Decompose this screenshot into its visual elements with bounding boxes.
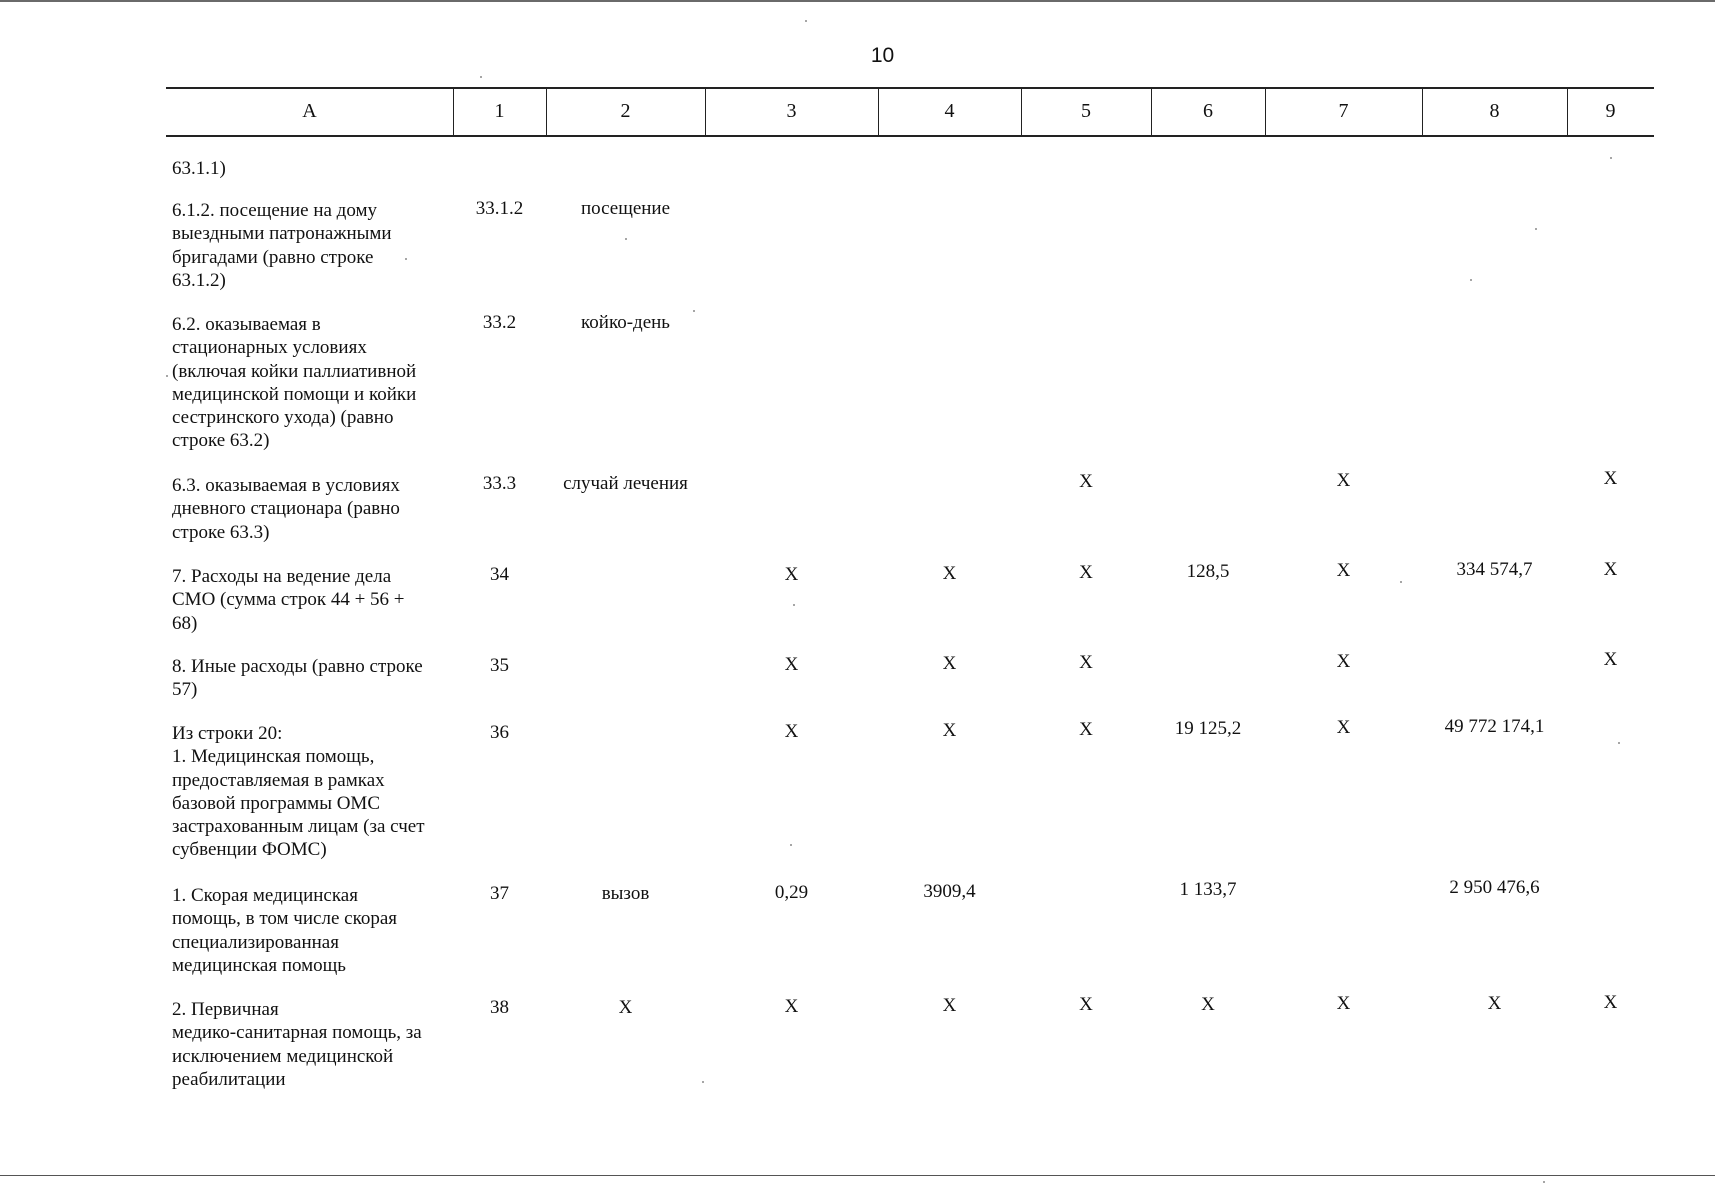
cell-col-9: Х bbox=[1603, 649, 1618, 670]
cell-col-7: Х bbox=[1336, 470, 1351, 491]
cell-row-number: 36 bbox=[490, 722, 509, 743]
label-line: выездными патронажными bbox=[172, 223, 392, 245]
cell-row-number: 33.2 bbox=[482, 312, 517, 333]
label-line: медицинская помощь bbox=[172, 954, 346, 976]
page-bottom-edge bbox=[0, 1175, 1715, 1176]
cell-col-5: Х bbox=[1079, 652, 1093, 673]
row-label bbox=[172, 313, 452, 453]
cell-col-3: Х bbox=[784, 996, 799, 1017]
header-cell-4: 4 bbox=[944, 100, 955, 122]
cell-col-7: Х bbox=[1336, 717, 1351, 738]
label-line: 63.1.1) bbox=[172, 158, 226, 179]
label-line: СМО (сумма строк 44 + 56 + bbox=[172, 589, 405, 611]
label-line: исключением медицинской bbox=[172, 1045, 394, 1067]
cell-row-number: 34 bbox=[490, 564, 509, 585]
scan-speck bbox=[1618, 742, 1620, 744]
cell-row-number: 33.1.2 bbox=[475, 198, 524, 219]
label-line: 63.1.2) bbox=[172, 269, 226, 291]
label-line: субвенции ФОМС) bbox=[172, 839, 327, 861]
scan-speck bbox=[405, 258, 407, 260]
label-line: застрахованным лицам (за счет bbox=[172, 816, 425, 838]
cell-row-number: 37 bbox=[490, 883, 509, 904]
cell-col-6: Х bbox=[1201, 994, 1215, 1015]
label-line: помощь, в том числе скорая bbox=[172, 908, 398, 930]
label-line: строке 63.2) bbox=[172, 430, 270, 452]
cell-col-4: 3909,4 bbox=[923, 881, 976, 902]
label-line: реабилитации bbox=[172, 1068, 286, 1090]
cell-col-5: Х bbox=[1079, 994, 1093, 1015]
cell-col-3: Х bbox=[784, 564, 799, 585]
cell-unit: вызов bbox=[601, 883, 650, 904]
cell-col-4: Х bbox=[942, 563, 957, 584]
cell-col-7: Х bbox=[1336, 993, 1351, 1014]
label-line: сестринского ухода) (равно bbox=[172, 407, 394, 429]
scan-speck bbox=[1543, 1181, 1545, 1183]
cell-col-5: Х bbox=[1079, 562, 1093, 583]
row-label bbox=[172, 998, 452, 1091]
scan-speck bbox=[1610, 157, 1612, 159]
cell-row-number: 35 bbox=[490, 655, 509, 676]
cell-col-5: Х bbox=[1079, 471, 1093, 492]
cell-col-8: 334 574,7 bbox=[1456, 559, 1533, 580]
page-number: 10 bbox=[870, 44, 895, 67]
header-cell-1: 1 bbox=[494, 100, 505, 122]
row-label bbox=[172, 157, 452, 180]
scan-speck bbox=[805, 20, 807, 22]
cell-col-4: Х bbox=[942, 720, 957, 741]
cell-col-9: Х bbox=[1603, 468, 1618, 489]
label-line: медицинской помощи и койки bbox=[172, 383, 417, 405]
label-line: 8. Иные расходы (равно строке bbox=[172, 656, 423, 677]
label-line: 1. Скорая медицинская bbox=[172, 885, 358, 906]
cell-col-3: Х bbox=[784, 654, 799, 675]
cell-col-6: 19 125,2 bbox=[1174, 718, 1242, 739]
label-line: 6.2. оказываемая в bbox=[172, 314, 321, 335]
cell-col-8: 49 772 174,1 bbox=[1444, 716, 1545, 737]
cell-col-7: Х bbox=[1336, 651, 1351, 672]
cell-col-9: Х bbox=[1603, 992, 1618, 1013]
label-line: бригадами (равно строке bbox=[172, 246, 374, 268]
header-cell-a: А bbox=[302, 100, 317, 122]
cell-col-6: 1 133,7 bbox=[1179, 879, 1237, 900]
cell-col-8: 2 950 476,6 bbox=[1449, 877, 1540, 898]
scan-speck bbox=[1535, 228, 1537, 230]
header-cell-5: 5 bbox=[1081, 100, 1091, 122]
row-label bbox=[172, 884, 452, 977]
cell-col-4: Х bbox=[942, 995, 957, 1016]
label-line: 6.1.2. посещение на дому bbox=[172, 200, 378, 221]
label-line: специализированная bbox=[172, 931, 339, 953]
cell-col-3: Х bbox=[784, 721, 799, 742]
scan-speck bbox=[166, 375, 168, 377]
header-cell-3: 3 bbox=[786, 100, 797, 122]
row-label bbox=[172, 655, 452, 702]
row-label bbox=[172, 199, 452, 292]
scan-speck bbox=[693, 310, 695, 312]
scan-speck bbox=[793, 604, 795, 606]
scan-speck bbox=[1470, 279, 1472, 281]
label-line: 1. Медицинская помощь, bbox=[172, 746, 375, 768]
table-header-top-rule bbox=[166, 87, 1654, 89]
cell-row-number: 33.3 bbox=[482, 473, 517, 494]
cell-col-6: 128,5 bbox=[1186, 561, 1230, 582]
scan-speck bbox=[1400, 581, 1402, 583]
scan-speck bbox=[702, 1081, 704, 1083]
cell-unit: случай лечения bbox=[563, 473, 688, 494]
label-line: 7. Расходы на ведение дела bbox=[172, 566, 392, 587]
cell-col-3: 0,29 bbox=[774, 882, 809, 903]
row-label bbox=[172, 474, 452, 544]
cell-col-5: Х bbox=[1079, 719, 1093, 740]
cell-col-4: Х bbox=[942, 653, 957, 674]
cell-col-7: Х bbox=[1336, 560, 1351, 581]
label-line: медико-санитарная помощь, за bbox=[172, 1022, 422, 1044]
header-cell-6: 6 bbox=[1203, 100, 1213, 122]
cell-unit: Х bbox=[618, 997, 633, 1018]
cell-col-9: Х bbox=[1603, 559, 1618, 580]
label-line: Из строки 20: bbox=[172, 723, 283, 744]
row-label bbox=[172, 722, 452, 862]
scan-speck bbox=[790, 844, 792, 846]
cell-col-8: Х bbox=[1487, 993, 1502, 1014]
scan-speck bbox=[625, 238, 627, 240]
scan-speck bbox=[480, 76, 482, 78]
cell-row-number: 38 bbox=[490, 997, 509, 1018]
label-line: предоставляемая в рамках bbox=[172, 769, 385, 791]
label-line: (включая койки паллиативной bbox=[172, 360, 417, 382]
table-header-bottom-rule bbox=[166, 135, 1654, 137]
header-cell-7: 7 bbox=[1338, 100, 1349, 122]
label-line: 6.3. оказываемая в условиях bbox=[172, 475, 400, 496]
cell-unit: койко-день bbox=[581, 312, 670, 333]
label-line: базовой программы ОМС bbox=[172, 792, 380, 814]
label-line: 2. Первичная bbox=[172, 999, 279, 1020]
cell-unit: посещение bbox=[580, 198, 671, 219]
header-cell-9: 9 bbox=[1605, 100, 1616, 122]
label-line: стационарных условиях bbox=[172, 337, 367, 359]
label-line: 57) bbox=[172, 679, 198, 701]
label-line: строке 63.3) bbox=[172, 521, 270, 543]
label-line: 68) bbox=[172, 612, 198, 634]
label-line: дневного стационара (равно bbox=[172, 498, 400, 520]
header-cell-8: 8 bbox=[1489, 100, 1500, 122]
page-top-edge bbox=[0, 0, 1715, 2]
row-label bbox=[172, 565, 452, 635]
header-cell-2: 2 bbox=[620, 100, 631, 122]
